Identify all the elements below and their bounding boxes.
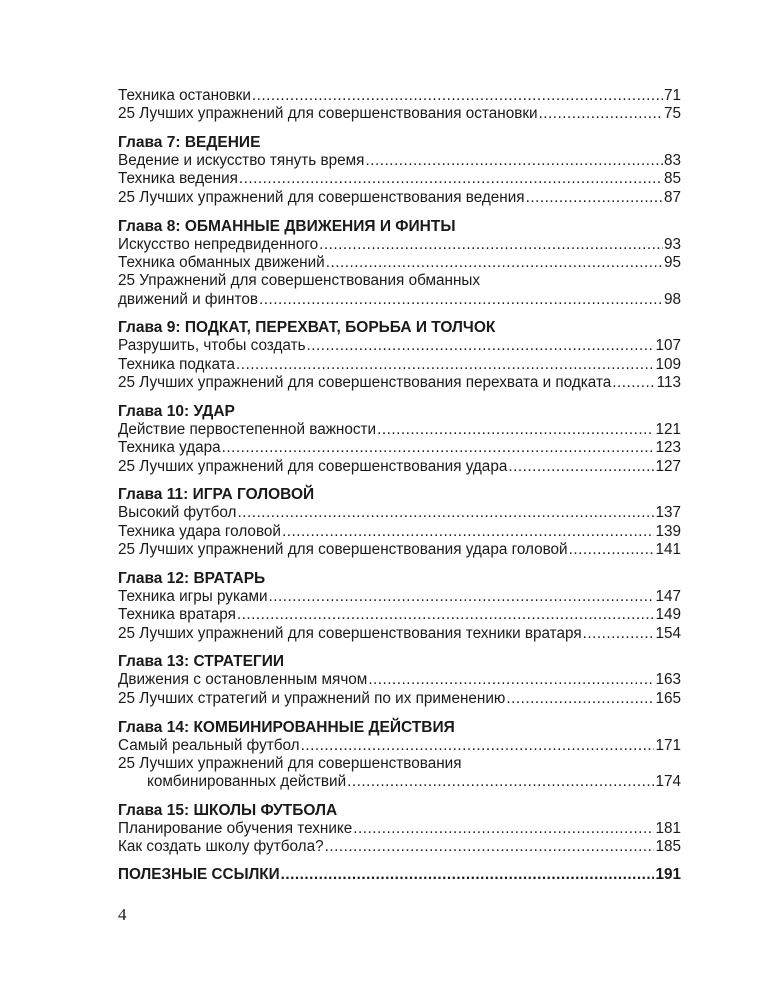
chapter-heading: Глава 8: ОБМАННЫЕ ДВИЖЕНИЯ И ФИНТЫ (118, 217, 456, 235)
toc-entry-title: Самый реальный футбол (118, 736, 300, 754)
dot-leader (222, 439, 655, 457)
dot-leader (237, 606, 655, 624)
toc-entry[interactable] (118, 866, 681, 884)
toc-entry-page: 147 (655, 587, 681, 605)
toc-entry-page: 93 (663, 235, 681, 253)
dot-leader (326, 254, 663, 272)
toc-entry-title: Техника вратаря (118, 606, 236, 624)
toc-entry-page: 127 (655, 457, 681, 475)
chapter-heading: Глава 13: СТРАТЕГИИ (118, 653, 284, 671)
toc-entry[interactable] (118, 588, 681, 606)
toc-entry-title: Как создать школу футбола? (118, 838, 324, 856)
toc-entry-title: ПОЛЕЗНЫЕ ССЫЛКИ (118, 866, 280, 884)
toc-entry[interactable] (118, 254, 681, 272)
toc-entry[interactable] (118, 690, 681, 708)
toc-entry-title: Действие первостепенной важности (118, 420, 377, 438)
toc-entry-page: 181 (655, 820, 681, 838)
dot-leader (508, 458, 654, 476)
toc-entry-page: 139 (655, 522, 681, 540)
dot-leader (252, 87, 663, 105)
dot-leader (583, 625, 655, 643)
toc-entry-page: 71 (663, 87, 681, 104)
dot-leader (269, 588, 655, 606)
toc-entry[interactable] (118, 458, 681, 476)
toc-entry[interactable] (118, 291, 681, 309)
toc-entry-page: 171 (655, 736, 681, 754)
toc-entry-title: 25 Лучших упражнений для совершенствования перехвата и подката (118, 374, 612, 392)
toc-entry-title: Техника ведения (118, 170, 238, 188)
dot-leader (368, 671, 654, 689)
toc-entry-page: 121 (655, 420, 681, 438)
toc-entry-title: Техника удара (118, 439, 221, 457)
toc-entry-page: 154 (655, 624, 681, 642)
toc-entry-page: 174 (655, 773, 681, 791)
toc-entry-page: 107 (655, 337, 681, 355)
toc-section (118, 801, 681, 857)
chapter-heading: Глава 14: КОМБИНИРОВАННЫЕ ДЕЙСТВИЯ (118, 718, 455, 736)
toc-entry-page: 87 (663, 188, 681, 206)
dot-leader (282, 523, 655, 541)
chapter-heading: Глава 10: УДАР (118, 402, 235, 420)
dot-leader (239, 170, 663, 188)
toc-entry-title: Искусство непредвиденного (118, 235, 319, 253)
toc-section (118, 133, 681, 207)
toc-entry-title: 25 Лучших упражнений для совершенствования удара (118, 457, 508, 475)
toc-entry-title: 25 Лучших упражнений для совершенствования техники вратаря (118, 624, 582, 642)
chapter-heading: Глава 11: ИГРА ГОЛОВОЙ (118, 486, 315, 504)
toc-entry-title-line: 25 Лучших упражнений для совершенствования (118, 754, 462, 772)
toc-entry-title: Техника остановки (118, 87, 251, 104)
dot-leader (307, 337, 655, 355)
page-number: 4 (118, 905, 127, 924)
dot-leader (353, 820, 654, 838)
toc-entry[interactable] (118, 87, 681, 105)
toc-entry-page: 85 (663, 170, 681, 188)
toc-entry[interactable] (118, 439, 681, 457)
toc-entry-page: 113 (656, 374, 681, 392)
toc-entry[interactable] (118, 606, 681, 624)
dot-leader (539, 105, 663, 123)
toc-entry-title: Техника подката (118, 355, 236, 373)
toc-entry[interactable] (118, 337, 681, 355)
toc-entry-page: 191 (655, 866, 681, 884)
toc-entry-page: 98 (663, 290, 681, 308)
toc-entry[interactable] (118, 374, 681, 392)
dot-leader (301, 737, 655, 755)
toc-entry-page: 165 (655, 689, 681, 707)
toc-entry-title: Техника обманных движений (118, 253, 325, 271)
toc-entry-page: 75 (663, 105, 681, 123)
dot-leader (237, 504, 654, 522)
toc-entry-page: 123 (655, 439, 681, 457)
dot-leader (259, 291, 663, 309)
toc-entry-page: 83 (663, 152, 681, 170)
chapter-heading: Глава 9: ПОДКАТ, ПЕРЕХВАТ, БОРЬБА И ТОЛЧОК (118, 319, 496, 337)
table-of-contents (118, 87, 681, 885)
dot-leader (319, 236, 663, 254)
toc-entry[interactable] (118, 820, 681, 838)
toc-section (118, 485, 681, 559)
toc-entry-title: 25 Лучших упражнений для совершенствования остановки (118, 105, 538, 123)
toc-entry-title: 25 Лучших упражнений для совершенствования удара головой (118, 541, 568, 559)
toc-entry[interactable] (118, 625, 681, 643)
toc-entry[interactable] (118, 838, 681, 856)
toc-section (118, 569, 681, 643)
dot-leader (612, 374, 655, 392)
toc-entry[interactable] (118, 236, 681, 254)
toc-entry[interactable] (118, 773, 681, 791)
toc-entry-title: Техника игры руками (118, 587, 268, 605)
dot-leader (569, 541, 655, 559)
chapter-heading: Глава 15: ШКОЛЫ ФУТБОЛА (118, 802, 338, 820)
dot-leader (347, 773, 654, 791)
toc-section (118, 217, 681, 309)
toc-entry[interactable] (118, 421, 681, 439)
dot-leader (236, 356, 654, 374)
toc-entry-page: 163 (655, 671, 681, 689)
toc-entry[interactable] (118, 105, 681, 123)
toc-entry[interactable] (118, 737, 681, 755)
toc-entry-page: 141 (655, 541, 681, 559)
toc-entry[interactable] (118, 504, 681, 522)
toc-entry[interactable] (118, 671, 681, 689)
toc-entry-title: Движения с остановленным мячом (118, 671, 368, 689)
toc-entry-title: Техника удара головой (118, 522, 281, 540)
toc-entry-page: 95 (663, 253, 681, 271)
toc-entry[interactable] (118, 170, 681, 188)
chapter-heading: Глава 7: ВЕДЕНИЕ (118, 134, 261, 152)
dot-leader (506, 690, 654, 708)
dot-leader (281, 866, 655, 884)
toc-section (118, 866, 681, 884)
dot-leader (325, 838, 655, 856)
toc-section (118, 87, 681, 124)
toc-entry[interactable] (118, 356, 681, 374)
toc-section (118, 652, 681, 708)
toc-entry-page: 109 (655, 355, 681, 373)
toc-entry-page: 149 (655, 606, 681, 624)
toc-section (118, 718, 681, 792)
chapter-heading: Глава 12: ВРАТАРЬ (118, 569, 266, 587)
dot-leader (365, 152, 663, 170)
toc-section (118, 402, 681, 476)
toc-entry-page: 137 (655, 504, 681, 522)
toc-entry[interactable] (118, 189, 681, 207)
toc-entry[interactable] (118, 152, 681, 170)
toc-entry-title: Высокий футбол (118, 504, 237, 522)
toc-entry-title: Планирование обучения технике (118, 820, 353, 838)
toc-entry[interactable] (118, 523, 681, 541)
toc-entry-title: движений и финтов (118, 290, 258, 308)
toc-entry-page: 185 (655, 838, 681, 856)
toc-entry-title: 25 Лучших упражнений для совершенствования ведения (118, 188, 525, 206)
dot-leader (377, 421, 654, 439)
dot-leader (526, 189, 663, 207)
toc-entry-title-line: 25 Упражнений для совершенствования обманных (118, 272, 481, 290)
toc-entry[interactable] (118, 541, 681, 559)
toc-entry-title: комбинированных действий (147, 773, 347, 791)
toc-section (118, 318, 681, 392)
toc-entry-title: Ведение и искусство тянуть время (118, 152, 365, 170)
toc-entry-title: 25 Лучших стратегий и упражнений по их применению (118, 689, 506, 707)
toc-entry-title: Разрушить, чтобы создать (118, 337, 306, 355)
